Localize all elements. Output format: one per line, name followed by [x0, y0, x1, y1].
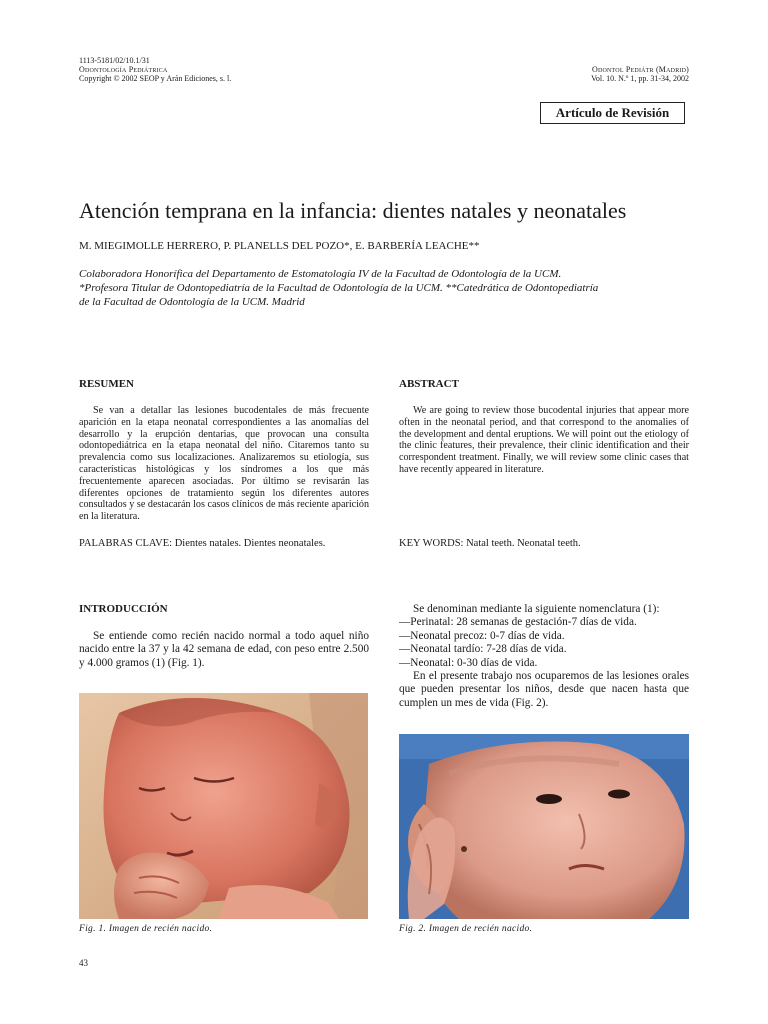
article-type-badge: Artículo de Revisión: [540, 102, 685, 124]
article-title: Atención temprana en la infancia: dientes natales y neonatales: [79, 198, 627, 223]
nomenclature-item: —Perinatal: 28 semanas de gestación-7 días de vida.: [399, 616, 637, 629]
figure-1-caption: Fig. 1. Imagen de recién nacido.: [79, 924, 213, 934]
intro-text: Se entiende como recién nacido normal a todo aquel niño nacido entre la 37 y la 42 semana de edad, con peso entre 2.500 y 4.000 gramos (1) (Fig. 1).: [79, 630, 369, 669]
volume-line: Vol. 10. N.º 1, pp. 31-34, 2002: [591, 74, 689, 83]
affiliation-line: de la Facultad de Odontología de la UCM. Madrid: [79, 296, 305, 308]
issn-line: 1113-5181/02/10.1/31: [79, 56, 150, 65]
resumen-heading: RESUMEN: [79, 378, 135, 390]
nomenclature-lead: Se denominan mediante la siguiente nomenclatura (1):: [413, 603, 660, 615]
affiliation-line: *Profesora Titular de Odontopediatría de la Facultad de Odontología de la UCM. **Catedrática de Odontopediatría: [79, 282, 599, 294]
copyright-line: Copyright © 2002 SEOP y Arán Ediciones, s. l.: [79, 74, 232, 83]
journal-name: Odontología Pediátrica: [79, 65, 168, 74]
journal-abbrev: Odontol Pediátr (Madrid): [591, 65, 689, 74]
abstract-heading: ABSTRACT: [399, 378, 459, 390]
nomenclature-item: —Neonatal: 0-30 días de vida.: [399, 656, 538, 669]
nomenclature-item: —Neonatal precoz: 0-7 días de vida.: [399, 629, 565, 642]
nomenclature-block: [399, 603, 689, 710]
resumen-keywords: PALABRAS CLAVE: Dientes natales. Dientes neonatales.: [79, 538, 326, 549]
figure-2-photo: [399, 734, 689, 919]
figure-2-caption: Fig. 2. Imagen de recién nacido.: [399, 924, 533, 934]
affiliation-line: Colaboradora Honorífica del Departamento de Estomatología IV de la Facultad de Odontología de la UCM.: [79, 268, 562, 280]
figure-1-photo: [79, 693, 368, 919]
abstract-keywords: KEY WORDS: Natal teeth. Neonatal teeth.: [399, 538, 581, 549]
resumen-text: Se van a detallar las lesiones bucodentales de más frecuente aparición en la etapa neonatal correspondientes a las anomalías del desarrollo y la erupción dentarias, que provocan una consulta odontopediátrica en la etapa neonatal del niño. Citaremos tanto su prevalencia como sus localizaciones. Analizaremos su etiología, sus características histológicas y los síndromes a los que más frecuentemente aparecen asociadas. Por último se revisarán las diferentes opciones de tratamiento según los diferentes autores consultados y se destacarán los casos clínicos de más reciente aparición en la literatura.: [79, 405, 369, 523]
journal-header-right: [591, 65, 689, 83]
nomenclature-closing: En el presente trabajo nos ocuparemos de las lesiones orales que pueden presentar los niños, desde que nacen hasta que cumplen un mes de vida (Fig. 2).: [399, 670, 689, 709]
abstract-text: We are going to review those bucodental injuries that appear more often in the neonatal period, and that correspond to the anomalies of the development and dental eruptions. We will point out the etiology of the clinic features, their prevalence, their clinic identification and their correspondent treatment. Finally, we will review some clinic cases that have recently appeared in literature.: [399, 405, 689, 475]
nomenclature-item: —Neonatal tardío: 7-28 días de vida.: [399, 643, 567, 656]
page-number: 43: [79, 958, 88, 968]
authors: M. MIEGIMOLLE HERRERO, P. PLANELLS DEL POZO*, E. BARBERÍA LEACHE**: [79, 240, 480, 252]
journal-header-left: [79, 56, 231, 83]
intro-heading: INTRODUCCIÓN: [79, 603, 168, 615]
affiliation: [79, 267, 691, 309]
